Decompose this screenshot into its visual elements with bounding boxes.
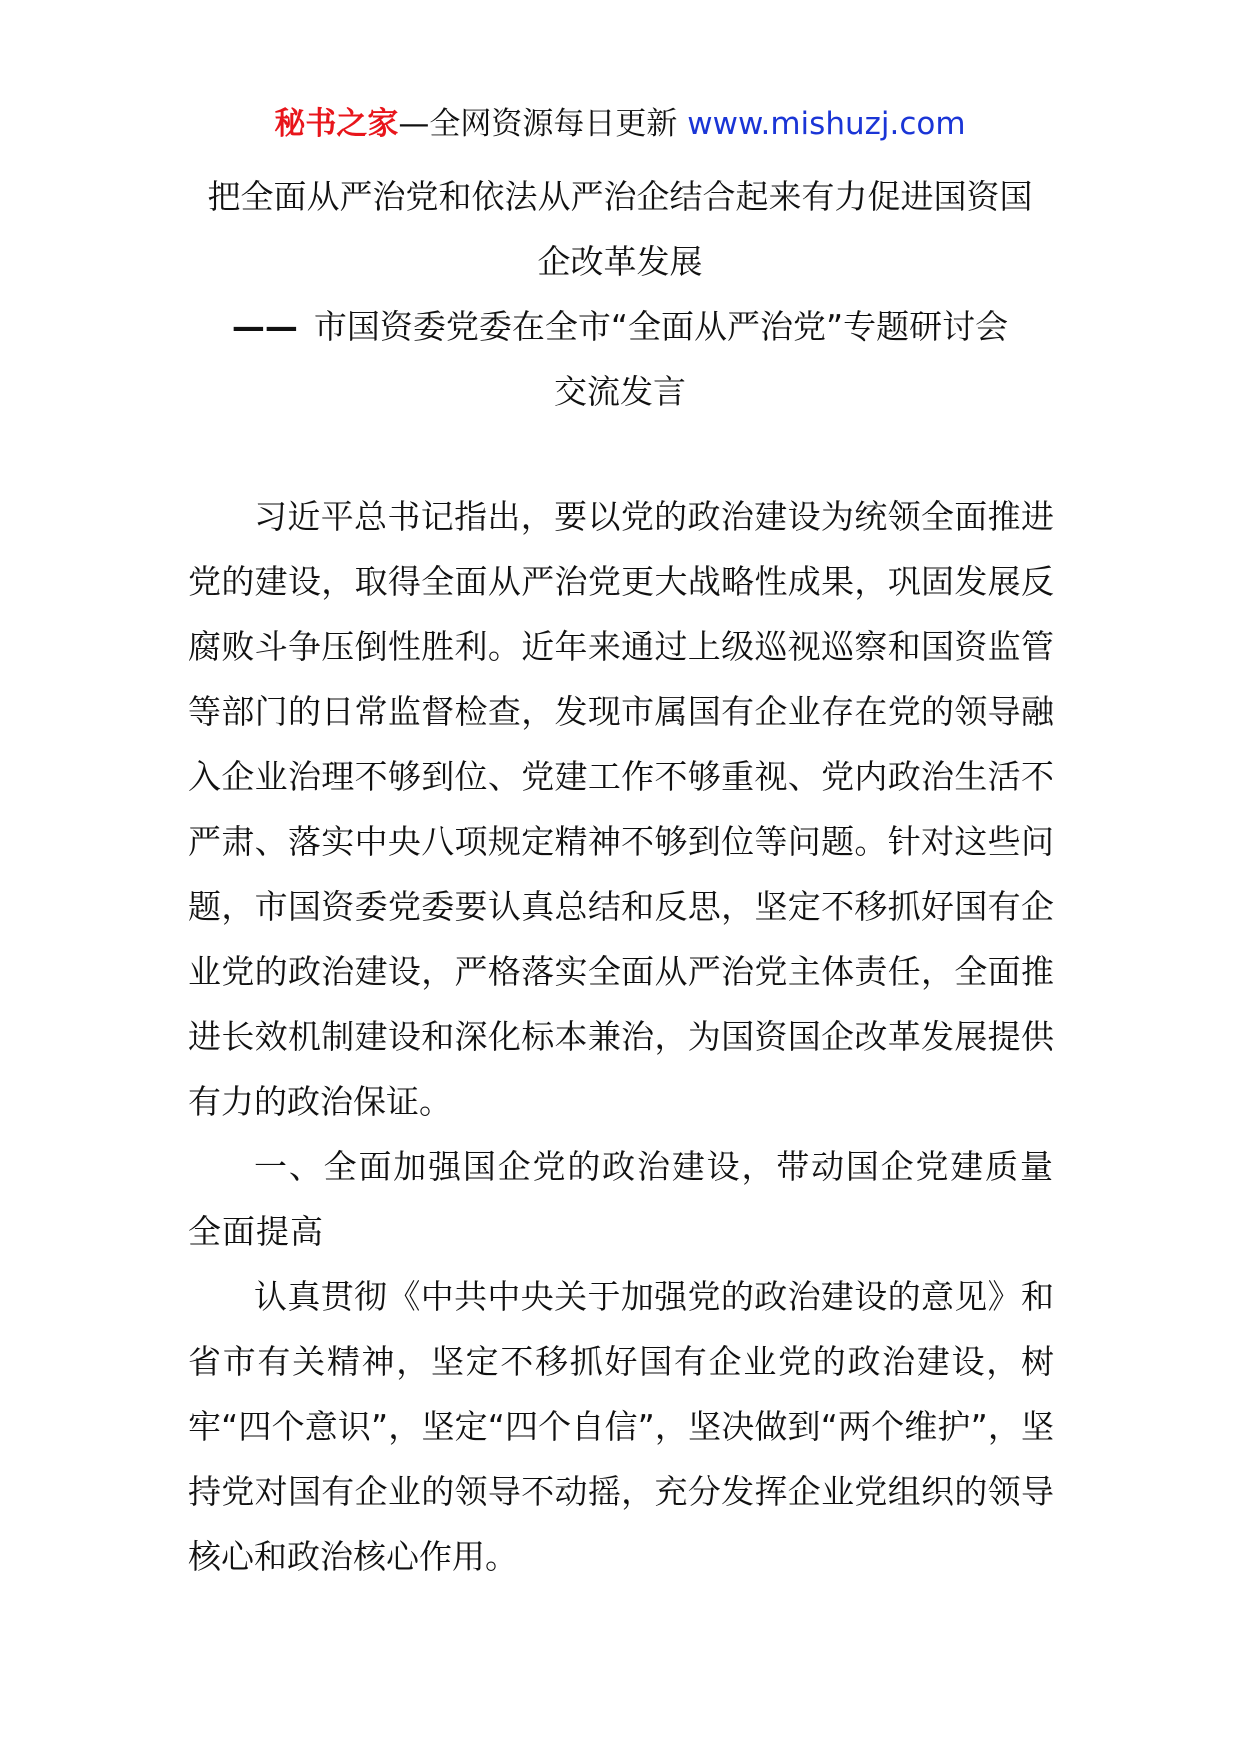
subtitle-text: 市国资委党委在全市“全面从严治党”专题研讨会 bbox=[313, 307, 1009, 346]
title-line-2: 企改革发展 bbox=[537, 242, 703, 281]
site-url: www.mishuzj.com bbox=[687, 106, 966, 142]
site-header bbox=[0, 100, 1240, 148]
brand-name: 秘书之家 bbox=[274, 106, 399, 142]
paragraph-1: 习近平总书记指出，要以党的政治建设为统领全面推进党的建设，取得全面从严治党更大战略性成果，巩固发展反腐败斗争压倒性胜利。近年来通过上级巡视巡察和国资监管等部门的日常监督检查，发现市属国有企业存在党的领导融入企业治理不够到位、党建工作不够重视、党内政治生活不严肃、落实中央八项规定精神不够到位等问题。针对这些问题，市国资委党委要认真总结和反思，坚定不移抓好国有企业党的政治建设，严格落实全面从严治党主体责任，全面推进长效机制建设和深化标本兼治，为国资国企改革发展提供有力的政治保证。 bbox=[188, 497, 1054, 1121]
section-heading-1: 一、全面加强国企党的政治建设，带动国企党建质量全面提高 bbox=[188, 1147, 1054, 1251]
document-body bbox=[188, 484, 1054, 1589]
subtitle-line-2: 交流发言 bbox=[554, 372, 686, 411]
paragraph-2: 认真贯彻《中共中央关于加强党的政治建设的意见》和省市有关精神，坚定不移抓好国有企业党的政治建设，树牢“四个意识”，坚定“四个自信”，坚决做到“两个维护”，坚持党对国有企业的领导不动摇，充分发挥企业党组织的领导核心和政治核心作用。 bbox=[188, 1277, 1054, 1576]
header-slogan: —全网资源每日更新 bbox=[398, 106, 678, 142]
subtitle-dash: —— bbox=[231, 307, 298, 346]
title-line-1: 把全面从严治党和依法从严治企结合起来有力促进国资国 bbox=[207, 177, 1033, 216]
subtitle-line-1 bbox=[150, 294, 1090, 359]
document-title bbox=[150, 164, 1090, 424]
